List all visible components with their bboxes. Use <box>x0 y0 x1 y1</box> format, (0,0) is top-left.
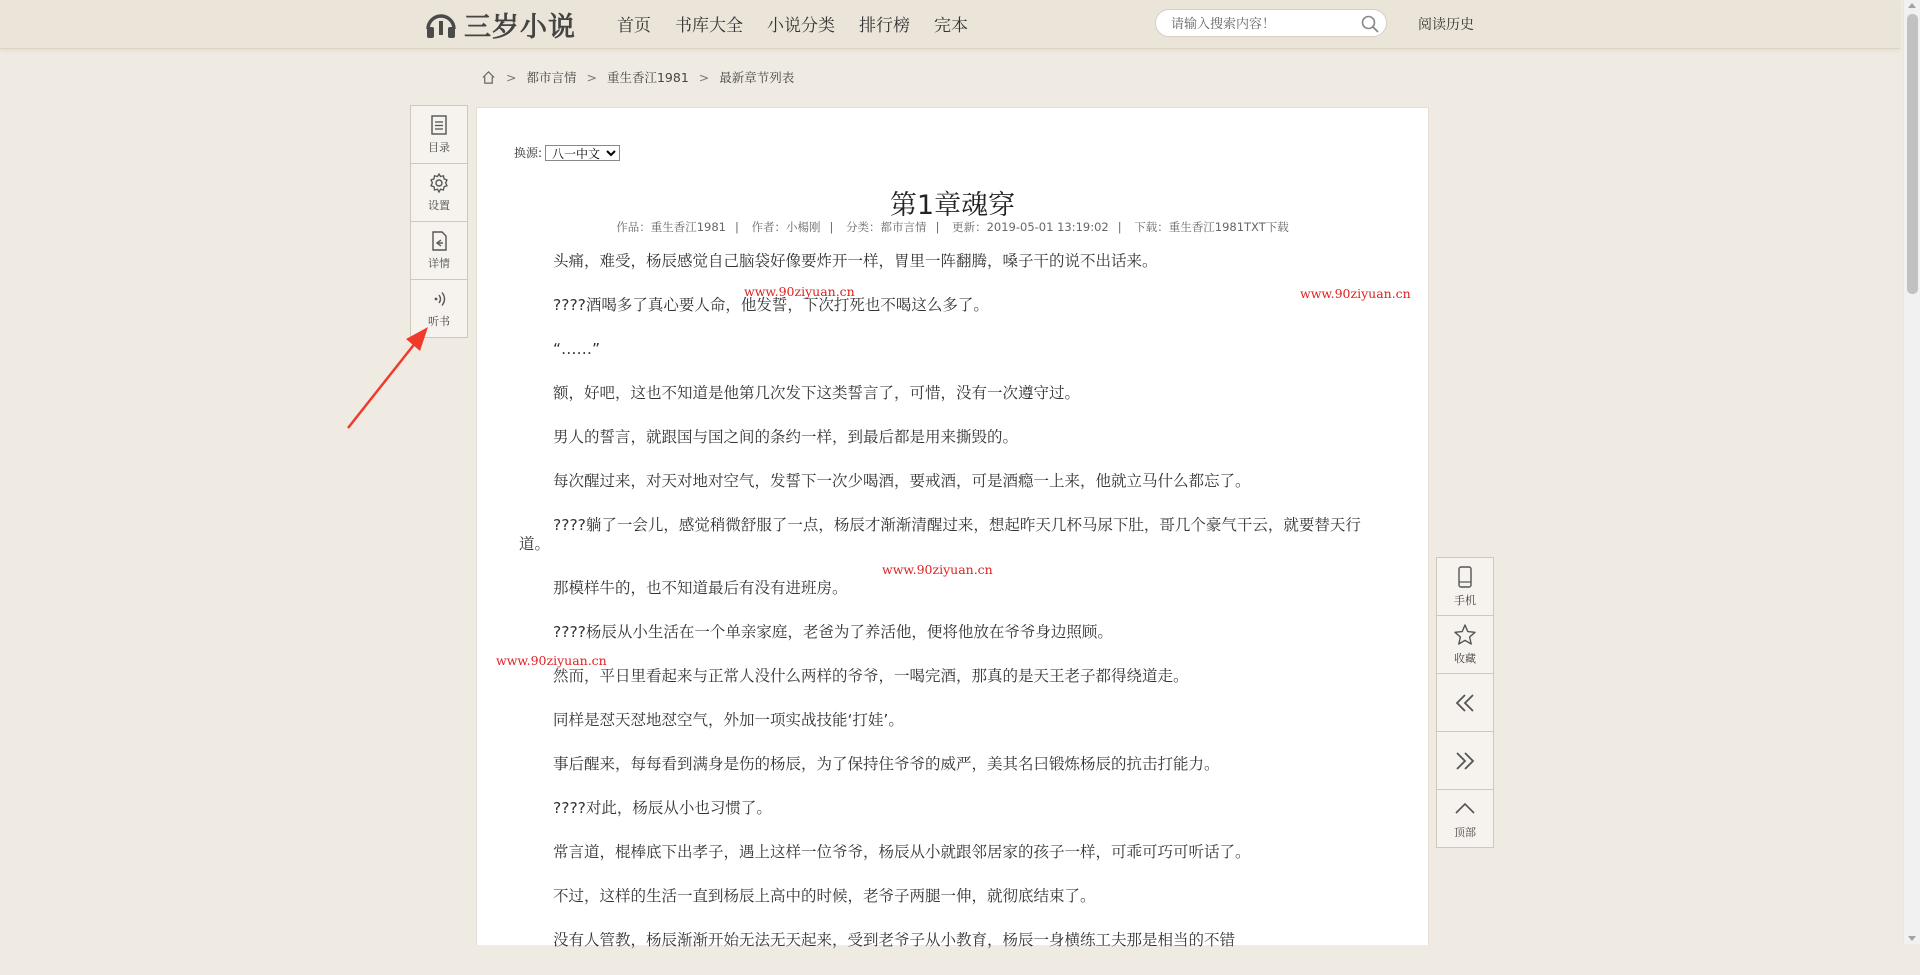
top-header <box>0 0 1900 49</box>
toolbar-mobile-label: 手机 <box>1454 594 1476 607</box>
paragraph: ????躺了一会儿，感觉稍微舒服了一点，杨辰才渐渐清醒过来，想起昨天几杯马尿下肚，哥几个豪气干云，就要替天行道。 <box>519 516 1361 553</box>
paragraph: 额，好吧，这也不知道是他第几次发下这类誓言了，可惜，没有一次遵守过。 <box>553 384 1081 402</box>
star-icon <box>1453 623 1477 647</box>
next-chapter-icon <box>1453 749 1477 773</box>
watermark-text: www.90ziyuan.cn <box>496 653 607 668</box>
paragraph: 那模样牛的，也不知道最后有没有进班房。 <box>553 579 848 597</box>
paragraph: 然而，平日里看起来与正常人没什么两样的爷爷，一喝完酒，那真的是天王老子都得绕道走。 <box>553 667 1189 685</box>
next-chapter-button[interactable] <box>1437 732 1493 790</box>
breadcrumb-separator: > <box>698 69 710 85</box>
scroll-thumb[interactable] <box>1907 14 1918 294</box>
phone-icon <box>1453 565 1477 589</box>
source-select[interactable] <box>545 145 620 161</box>
paragraph: 事后醒来，每每看到满身是伤的杨辰，为了保持住爷爷的威严，美其名曰锻炼杨辰的抗击打能力。 <box>553 755 1220 773</box>
paragraph: 同样是怼天怼地怼空气，外加一项实战技能‘打娃’。 <box>553 711 904 729</box>
left-toolbar <box>410 105 468 338</box>
meta-updated: 更新：2019-05-01 13:19:02 <box>952 220 1109 234</box>
paragraph: ????对此，杨辰从小也习惯了。 <box>553 799 772 817</box>
home-icon[interactable] <box>481 70 496 85</box>
scroll-up-icon[interactable] <box>1908 3 1916 8</box>
nav-library[interactable]: 书库大全 <box>675 15 743 36</box>
breadcrumb <box>481 68 794 86</box>
toolbar-mobile-button[interactable] <box>1437 558 1493 616</box>
headphones-logo-icon <box>424 7 458 41</box>
paragraph: 没有人管教，杨辰渐渐开始无法无天起来，受到老爷子从小教育，杨辰一身横练工夫那是相当的不错 <box>553 931 1236 949</box>
meta-download-link[interactable]: 下载：重生香江1981TXT下载 <box>1134 220 1289 234</box>
meta-work: 作品：重生香江1981 <box>616 220 726 234</box>
toolbar-catalog-label: 目录 <box>428 141 450 154</box>
breadcrumb-category[interactable]: 都市言情 <box>526 70 577 85</box>
annotation-arrow-icon <box>340 325 430 435</box>
breadcrumb-separator: > <box>506 69 517 85</box>
breadcrumb-separator: > <box>586 69 597 85</box>
page-scrollbar[interactable] <box>1903 0 1920 944</box>
toolbar-audio-label: 听书 <box>428 315 450 328</box>
search-icon[interactable] <box>1360 14 1380 34</box>
paragraph: ????杨辰从小生活在一个单亲家庭，老爸为了养活他，便将他放在爷爷身边照顾。 <box>553 623 1113 641</box>
catalog-icon <box>428 114 450 136</box>
toolbar-favorite-label: 收藏 <box>1454 652 1476 665</box>
nav-completed[interactable]: 完本 <box>934 15 968 36</box>
toolbar-detail-button[interactable] <box>411 222 467 280</box>
scroll-down-icon[interactable] <box>1908 936 1916 941</box>
watermark-text: www.90ziyuan.cn <box>744 284 855 299</box>
breadcrumb-book[interactable]: 重生香江1981 <box>606 70 689 85</box>
reading-history-link[interactable]: 阅读历史 <box>1418 17 1474 33</box>
site-logo[interactable] <box>424 6 576 42</box>
toolbar-settings-label: 设置 <box>428 199 450 212</box>
meta-author: 作者：小楊刚 <box>751 220 821 234</box>
source-label: 换源: <box>514 146 543 160</box>
back-to-top-button[interactable] <box>1437 790 1493 847</box>
toolbar-settings-button[interactable] <box>411 164 467 222</box>
chapter-meta: 作品：重生香江1981 | 作者：小楊刚 | 分类：都市言情 | 更新：2019-05-01 13:19:02 | 下载：重生香江1981TXT下载 <box>616 220 1289 234</box>
paragraph: 常言道，棍棒底下出孝子，遇上这样一位爷爷，杨辰从小就跟邻居家的孩子一样，可乖可巧可听话了。 <box>553 843 1251 861</box>
detail-icon <box>428 230 450 252</box>
prev-chapter-icon <box>1453 691 1477 715</box>
main-nav <box>617 0 992 46</box>
watermark-text: www.90ziyuan.cn <box>1300 286 1411 301</box>
toolbar-catalog-button[interactable] <box>411 106 467 164</box>
search-box <box>1155 9 1387 37</box>
search-input[interactable] <box>1169 15 1353 33</box>
breadcrumb-chapter-list[interactable]: 最新章节列表 <box>719 70 795 85</box>
paragraph: 男人的誓言，就跟国与国之间的条约一样，到最后都是用来撕毁的。 <box>553 428 1019 446</box>
chapter-title: 第1章魂穿 <box>889 190 1016 222</box>
logo-text: 三岁小说 <box>464 11 576 43</box>
prev-chapter-button[interactable] <box>1437 674 1493 732</box>
meta-category: 分类：都市言情 <box>846 220 927 234</box>
paragraph: “……” <box>553 340 601 358</box>
toolbar-favorite-button[interactable] <box>1437 616 1493 674</box>
paragraph: 头痛，难受，杨辰感觉自己脑袋好像要炸开一样，胃里一阵翻腾，嗓子干的说不出话来。 <box>553 252 1158 270</box>
chapter-content <box>519 252 1389 975</box>
watermark-text: www.90ziyuan.cn <box>882 562 993 577</box>
paragraph: 不过，这样的生活一直到杨辰上高中的时候，老爷子两腿一伸，就彻底结束了。 <box>553 887 1096 905</box>
back-to-top-icon <box>1453 797 1477 821</box>
reading-panel <box>476 107 1429 949</box>
nav-home[interactable]: 首页 <box>617 15 651 36</box>
toolbar-detail-label: 详情 <box>428 257 450 270</box>
gear-icon <box>428 172 450 194</box>
paragraph: 每次醒过来，对天对地对空气，发誓下一次少喝酒，要戒酒，可是酒瘾一上来，他就立马什么都忘了。 <box>553 472 1251 490</box>
nav-rankings[interactable]: 排行榜 <box>859 15 910 36</box>
source-switcher <box>514 144 620 161</box>
back-to-top-label: 顶部 <box>1454 826 1476 839</box>
paragraph: ????酒喝多了真心要人命，他发誓，下次打死也不喝这么多了。 <box>553 296 989 314</box>
nav-categories[interactable]: 小说分类 <box>767 15 835 36</box>
right-toolbar <box>1436 557 1494 848</box>
audio-icon <box>428 288 450 310</box>
